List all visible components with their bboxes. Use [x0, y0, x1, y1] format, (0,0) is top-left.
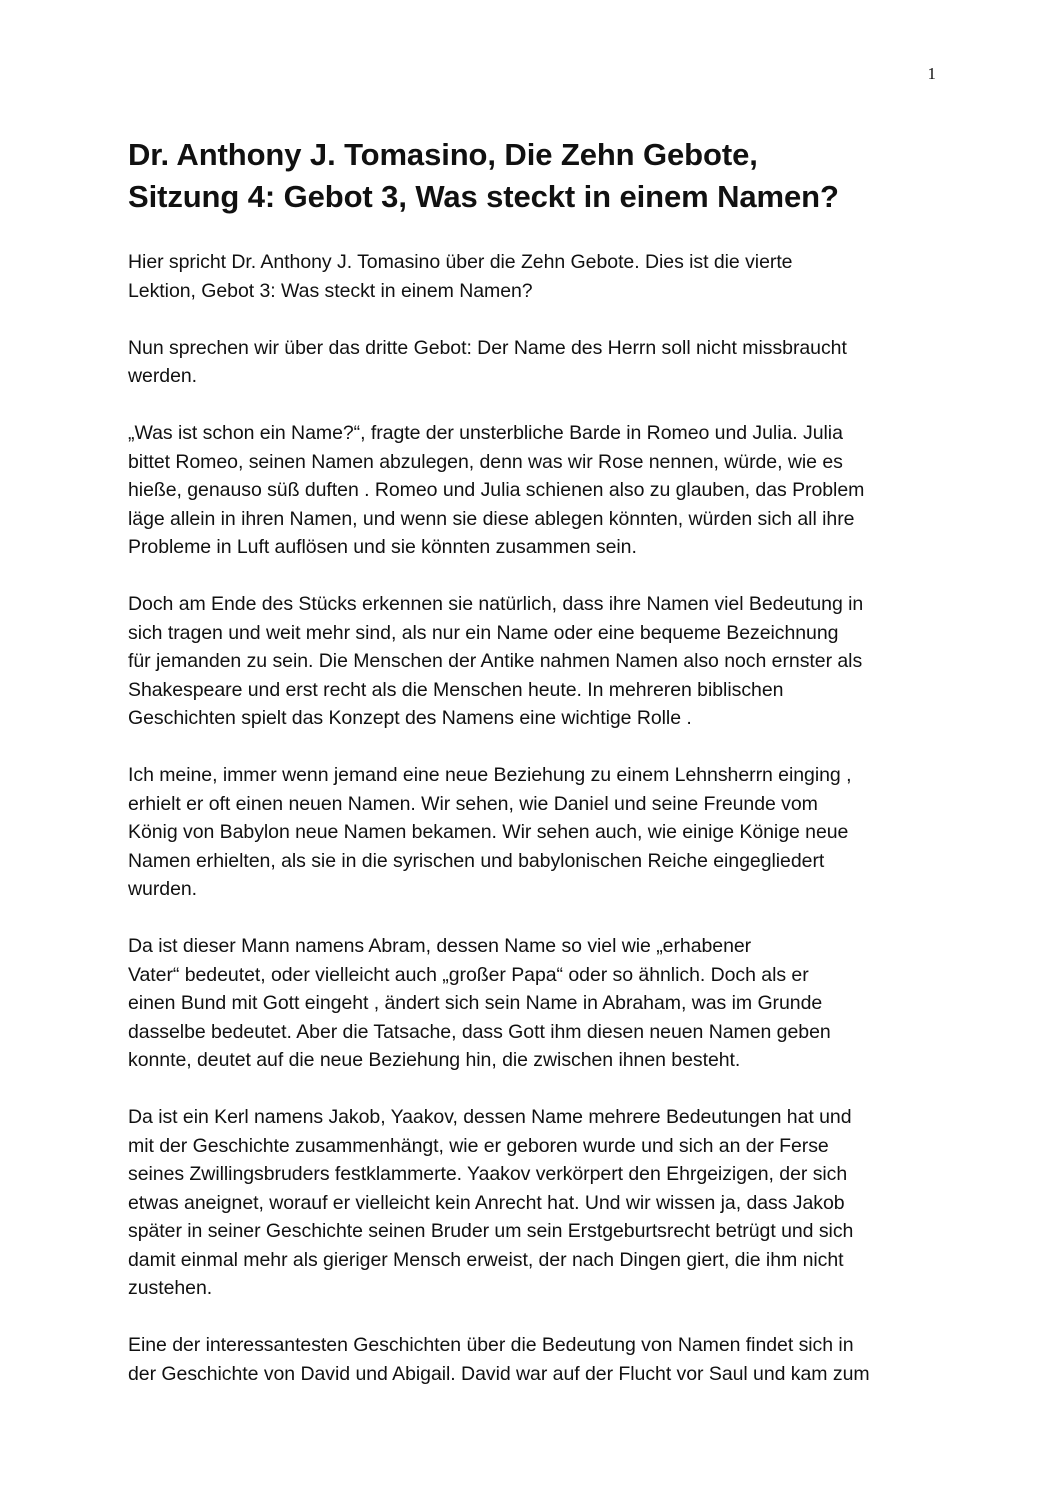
paragraph-line: Vater“ bedeutet, oder vielleicht auch „großer Papa“ oder so ähnlich. Doch als er — [128, 963, 809, 986]
paragraph — [128, 1103, 938, 1303]
paragraph-line: werden. — [128, 365, 198, 387]
paragraph — [128, 1331, 938, 1388]
paragraph-line: Lektion, Gebot 3: Was steckt in einem Namen? — [128, 279, 533, 302]
paragraph-line: Nun sprechen wir über das dritte Gebot: Der Name des Herrn soll nicht missbraucht — [128, 336, 847, 359]
paragraph-line: zustehen. — [128, 1277, 213, 1299]
paragraph-line: Ich meine, immer wenn jemand eine neue Beziehung zu einem Lehnsherrn einging , — [128, 764, 852, 786]
paragraph-line: Doch am Ende des Stücks erkennen sie natürlich, dass ihre Namen viel Bedeutung in — [128, 593, 864, 615]
paragraph-line: Da ist ein Kerl namens Jakob, Yaakov, dessen Name mehrere Bedeutungen hat und — [128, 1106, 852, 1128]
paragraph-line: Geschichten spielt das Konzept des Namens eine wichtige Rolle . — [128, 707, 692, 729]
paragraph-line: damit einmal mehr als gieriger Mensch erweist, der nach Dingen giert, die ihm nicht — [128, 1248, 844, 1271]
paragraph-line: erhielt er oft einen neuen Namen. Wir sehen, wie Daniel und seine Freunde vom — [128, 792, 818, 815]
paragraph-line: Shakespeare und erst recht als die Menschen heute. In mehreren biblischen — [128, 678, 784, 701]
paragraph-line: bittet Romeo, seinen Namen abzulegen, denn was wir Rose nennen, würde, wie es — [128, 450, 843, 473]
paragraph-line: etwas aneignet, worauf er vielleicht kein Anrecht hat. Und wir wissen ja, dass Jakob — [128, 1191, 845, 1214]
paragraph-line: König von Babylon neue Namen bekamen. Wir sehen auch, wie einige Könige neue — [128, 821, 849, 843]
paragraph-line: dasselbe bedeutet. Aber die Tatsache, dass Gott ihm diesen neuen Namen geben — [128, 1020, 831, 1043]
page-title — [128, 134, 948, 218]
paragraph-line: für jemanden zu sein. Die Menschen der Antike nahmen Namen also noch ernster als — [128, 650, 863, 672]
paragraph — [128, 334, 938, 391]
paragraph — [128, 248, 938, 305]
paragraph-line: seines Zwillingsbruders festklammerte. Yaakov verkörpert den Ehrgeizigen, der sich — [128, 1163, 848, 1185]
paragraph-line: einen Bund mit Gott eingeht , ändert sich sein Name in Abraham, was im Grunde — [128, 992, 823, 1014]
paragraph — [128, 419, 938, 562]
paragraph-line: Da ist dieser Mann namens Abram, dessen Name so viel wie „erhabener — [128, 935, 752, 957]
paragraph-line: mit der Geschichte zusammenhängt, wie er geboren wurde und sich an der Ferse — [128, 1134, 829, 1157]
title-line: Dr. Anthony J. Tomasino, Die Zehn Gebote, — [128, 137, 758, 172]
title-line: Sitzung 4: Gebot 3, Was steckt in einem Namen? — [128, 179, 839, 214]
paragraph-line: sich tragen und weit mehr sind, als nur ein Name oder eine bequeme Bezeichnung — [128, 621, 839, 644]
paragraph-line: der Geschichte von David und Abigail. David war auf der Flucht vor Saul und kam zum — [128, 1362, 870, 1385]
paragraph-line: läge allein in ihren Namen, und wenn sie diese ablegen könnten, würden sich all ihre — [128, 507, 855, 530]
paragraph-line: wurden. — [128, 878, 198, 900]
paragraph-line: Hier spricht Dr. Anthony J. Tomasino über die Zehn Gebote. Dies ist die vierte — [128, 251, 793, 273]
paragraph — [128, 932, 938, 1075]
document-body — [128, 248, 938, 1417]
paragraph-line: hieße, genauso süß duften . Romeo und Julia schienen also zu glauben, das Problem — [128, 479, 865, 501]
page-number: 1 — [927, 64, 936, 83]
paragraph-line: später in seiner Geschichte seinen Bruder um sein Erstgeburtsrecht betrügt und sich — [128, 1220, 854, 1242]
paragraph-line: Eine der interessantesten Geschichten über die Bedeutung von Namen findet sich in — [128, 1334, 854, 1356]
paragraph-line: „Was ist schon ein Name?“, fragte der unsterbliche Barde in Romeo und Julia. Julia — [128, 422, 843, 444]
paragraph-line: konnte, deutet auf die neue Beziehung hin, die zwischen ihnen besteht. — [128, 1049, 741, 1071]
paragraph — [128, 761, 938, 904]
paragraph — [128, 590, 938, 733]
paragraph-line: Namen erhielten, als sie in die syrischen und babylonischen Reiche eingegliedert — [128, 849, 825, 872]
paragraph-line: Probleme in Luft auflösen und sie könnten zusammen sein. — [128, 536, 637, 558]
